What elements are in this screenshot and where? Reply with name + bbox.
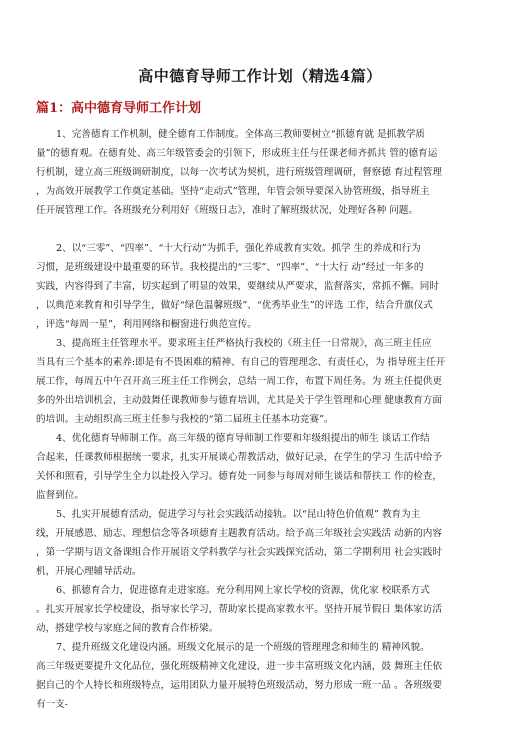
paragraph-line: 1、完善德育工作机制，健全德育工作制度。全体高三教师要树立“抓德育就 是抓教学质 [56, 129, 426, 140]
paragraph-line: 动，搭建学校与家庭之间的教育合作桥梁。 [36, 623, 219, 634]
paragraph-line: 关怀和照看，引导学生全力以赴投入学习。德育处一同参与每周对师生谈话和帮扶工 作的检查， [36, 471, 442, 482]
paragraph-line: 行机制，建立高三班级调研制度，以每一次考试为契机，进行班级管理调研，督察德 育过程管理 [36, 167, 442, 178]
paragraph-line: 据自己的个人特长和班级特点，运用团队力量开展特色班级活动，努力形成一班一品 。各班级要 [36, 680, 442, 691]
paragraph-line: 合起来，任课教师根据统一要求，扎实开展谈心帮教活动，做好记录，在学生的学习 生活中给予 [36, 452, 442, 463]
paragraph-line: 当具有三个基本的素养:即是有不畏困难的精神、有自己的管理理念、有责任心，为 指导班主任开 [36, 357, 446, 368]
paragraph [36, 505, 488, 581]
paragraph [36, 239, 488, 334]
paragraph [36, 638, 488, 714]
paragraph-line: 习惯，是班级建设中最重要的环节。我校提出的“三零”、“四率”、“十大行 动”经过一年多的 [36, 262, 424, 273]
paragraph [36, 581, 488, 638]
paragraph-line: ，为高效开展教学工作奠定基础。坚持“走动式”管理，年管会领导要深入协管班级，指导班主 [36, 186, 430, 197]
paragraph-line: 的培训。主动组织高三班主任参与我校的“第二届班主任基本功竞赛”。 [36, 414, 334, 425]
paragraph-line: 。扎实开展家长学校建设，指导家长学习，帮助家长提高家教水平。坚持开展节假日 集体家访活 [36, 604, 442, 615]
paragraph-line: 有一支- [36, 699, 69, 710]
paragraph-line: 2、以“三零”、“四率”、“十大行动”为抓手，强化养成教育实效。抓学 生的养成和行为 [56, 243, 421, 254]
paragraph-line: ，评选“每周一星”，利用网络和橱窗进行典范宣传。 [36, 319, 257, 330]
paragraph-line: 多的外出培训机会，主动鼓舞任课教师参与德育培训，尤其是关于学生管理和心理 健康教育方面 [36, 395, 442, 406]
paragraph [36, 429, 488, 505]
section-heading: 篇1：高中德育导师工作计划 [36, 101, 202, 116]
paragraph-line: 3、提高班主任管理水平。要求班主任严格执行我校的《班主任一日常规》，高三班主任应 [56, 338, 432, 349]
paragraph [36, 334, 488, 429]
paragraph-line: 实践，内容得到了丰富，切实起到了明显的效果，要继续从严要求，监督落实，常抓不懈。同时 [36, 281, 439, 292]
paragraph-line: 4、优化德育导师制工作。高三年级的德育导师制工作要和年级组提出的师生 谈话工作结 [56, 433, 430, 444]
document-title: 高中德育导师工作计划（精选4篇） [138, 67, 382, 85]
paragraph-line: 5、扎实开展德育活动，促进学习与社会实践活动接轨。以“昆山特色价值观” 教育为主 [56, 509, 421, 520]
paragraph-line: 7、提升班级文化建设内涵。班级文化展示的是一个班级的管理理念和师生的 精神风貌。 [56, 642, 430, 653]
paragraph-line: ，以典范来教育和引导学生，做好“绿色温馨班级”、“优秀毕业生”的评选 工作，结合升旗仪式 [36, 300, 433, 311]
paragraph-line: 6、抓德育合力，促进德育走进家庭。充分利用网上家长学校的资源，优化家 校联系方式 [56, 585, 430, 596]
paragraph-line: 机，开展心理辅导活动。 [36, 566, 142, 577]
paragraph-line: 展工作，每周五中午召开高三班主任工作例会，总结一周工作，布置下周任务。为 班主任提供更 [36, 376, 442, 387]
paragraph-line: ，第一学期与语文备课组合作开展语文学科教学与社会实践探究活动，第二学期利用 社会实践时 [36, 547, 442, 558]
paragraph-line: 任开展管理工作。各班级充分利用好《班级日志》，准时了解班级状况，处理好各种 问题。 [36, 205, 418, 216]
paragraph-line: 监督到位。 [36, 490, 84, 501]
paragraph-line: 量”的德育观。在德育处、高三年级管委会的引领下，形成班主任与任课老师齐抓共 管的德育运 [36, 148, 438, 159]
paragraph-line: 线，开展感恩、励志、理想信念等各项德育主题教育活动。给予高三年级社会实践活 动新的内容 [36, 528, 442, 539]
paragraph [36, 125, 488, 220]
paragraph-line: 高三年级更要提升文化品位，强化班级精神文化建设，进一步丰富班级文化内涵，鼓 舞班主任依 [36, 661, 442, 672]
